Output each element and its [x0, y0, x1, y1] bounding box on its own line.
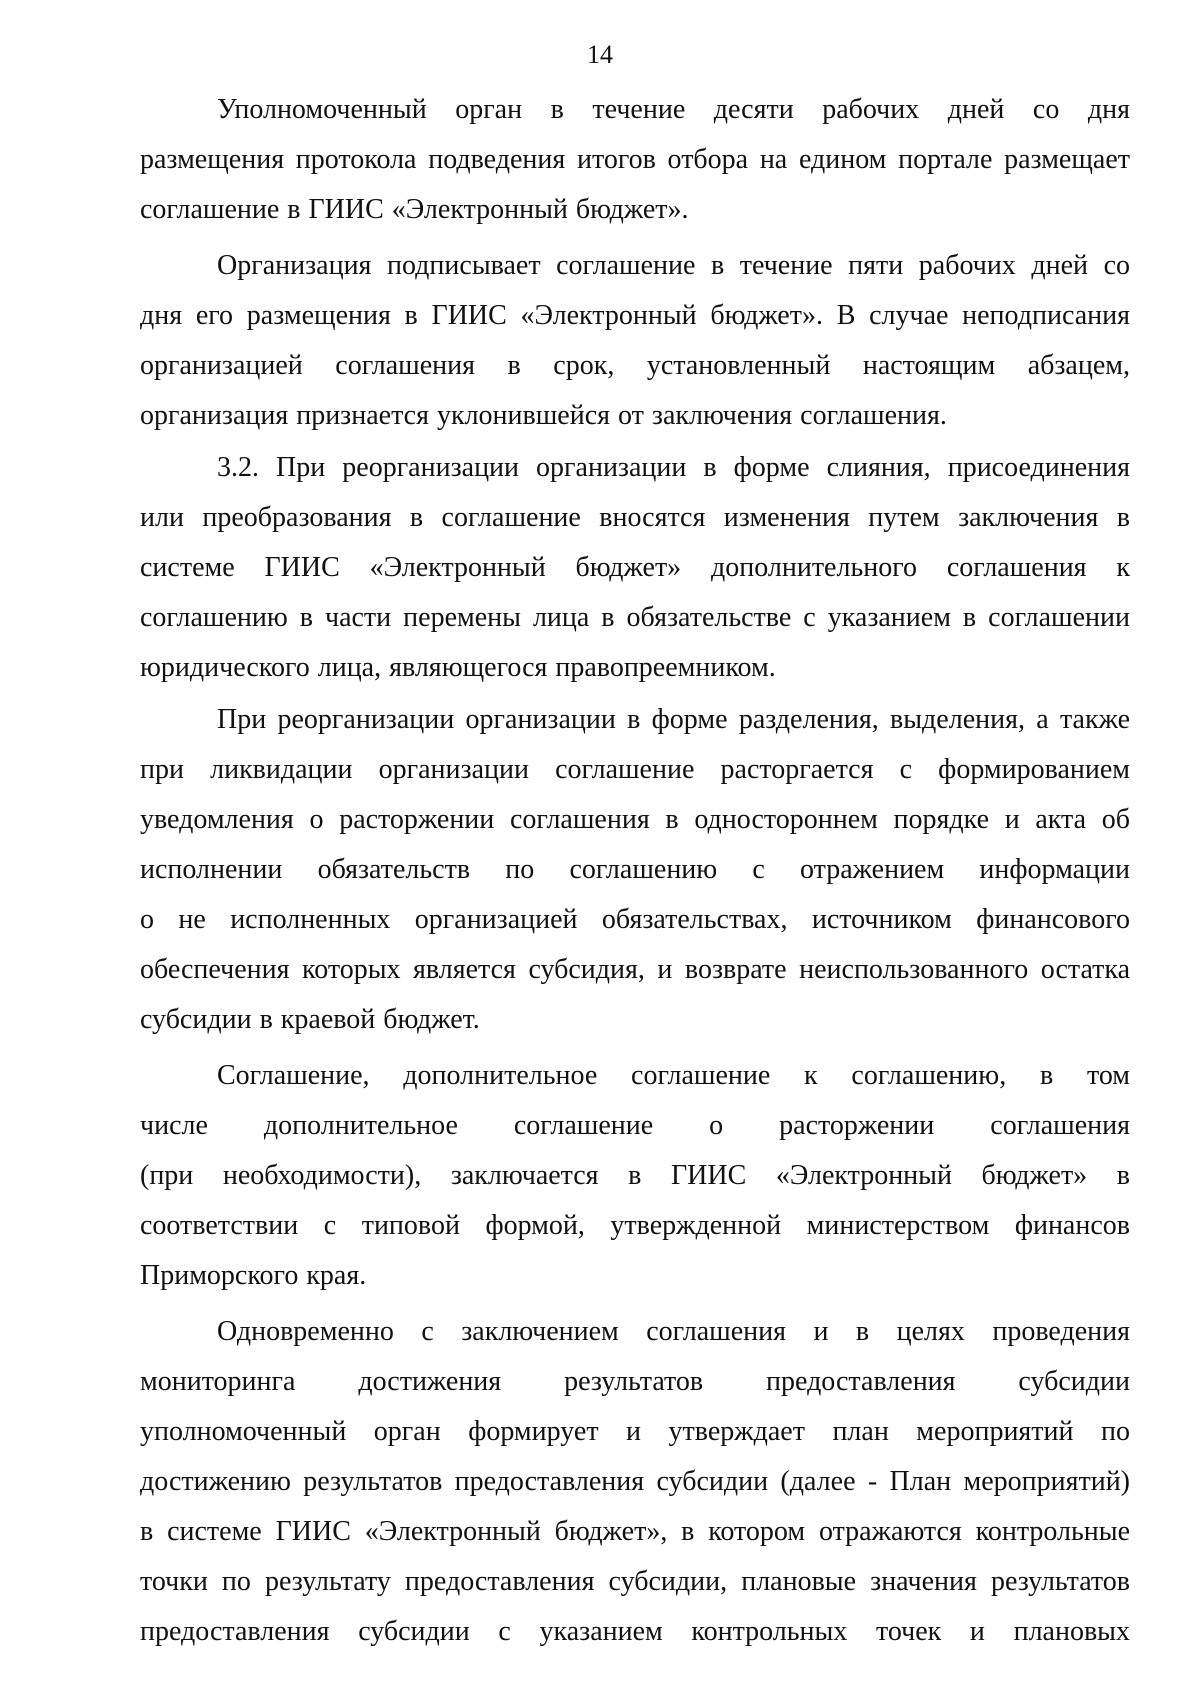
text-line: Одновременно с заключением соглашения и в целях проведения — [217, 1316, 1130, 1347]
text-line: обеспечения которых является субсидия, и возврате неиспользованного остатка — [140, 954, 1130, 985]
text-line: числе дополнительное соглашение о расторжении соглашения — [140, 1110, 1130, 1141]
text-line: исполнении обязательств по соглашению с отражением информации — [140, 854, 1130, 885]
text-line: достижению результатов предоставления субсидии (далее - План мероприятий) — [140, 1466, 1130, 1497]
text-line: организация признается уклонившейся от заключения соглашения. — [140, 400, 947, 431]
text-line: предоставления субсидии с указанием контрольных точек и плановых — [140, 1616, 1130, 1647]
text-line: организацией соглашения в срок, установленный настоящим абзацем, — [140, 350, 1130, 381]
text-line: в системе ГИИС «Электронный бюджет», в котором отражаются контрольные — [140, 1516, 1130, 1547]
text-line: Организация подписывает соглашение в течение пяти рабочих дней со — [217, 250, 1130, 281]
text-line: уполномоченный орган формирует и утверждает план мероприятий по — [140, 1416, 1130, 1447]
text-line: при ликвидации организации соглашение расторгается с формированием — [140, 754, 1130, 785]
text-line: соответствии с типовой формой, утвержденной министерством финансов — [140, 1210, 1130, 1241]
text-line: уведомления о расторжении соглашения в одностороннем порядке и акта об — [140, 804, 1130, 835]
text-line: юридического лица, являющегося правопреемником. — [140, 652, 776, 683]
text-line: (при необходимости), заключается в ГИИС «Электронный бюджет» в — [140, 1160, 1130, 1191]
paragraph-1 — [140, 85, 1130, 235]
text-line: соглашение в ГИИС «Электронный бюджет». — [140, 194, 689, 225]
text-line: размещения протокола подведения итогов отбора на едином портале размещает — [140, 144, 1130, 175]
text-line: 3.2. При реорганизации организации в форме слияния, присоединения — [217, 452, 1130, 483]
paragraph-6 — [140, 1307, 1130, 1657]
text-line: соглашению в части перемены лица в обязательстве с указанием в соглашении — [140, 602, 1130, 633]
text-line: о не исполненных организацией обязательствах, источником финансового — [140, 904, 1130, 935]
text-line: Приморского края. — [140, 1260, 367, 1291]
text-line: Уполномоченный орган в течение десяти рабочих дней со дня — [217, 94, 1130, 125]
text-line: При реорганизации организации в форме разделения, выделения, а также — [217, 704, 1130, 735]
document-body — [140, 85, 1130, 1657]
paragraph-4 — [140, 695, 1130, 1045]
text-line: дня его размещения в ГИИС «Электронный бюджет». В случае неподписания — [140, 300, 1130, 331]
paragraph-3 — [140, 443, 1130, 693]
page-number: 14 — [587, 40, 613, 69]
text-line: точки по результату предоставления субсидии, плановые значения результатов — [140, 1566, 1130, 1597]
text-line: субсидии в краевой бюджет. — [140, 1004, 480, 1035]
text-line: или преобразования в соглашение вносятся изменения путем заключения в — [140, 502, 1130, 533]
text-line: мониторинга достижения результатов предоставления субсидии — [140, 1366, 1130, 1397]
text-line: системе ГИИС «Электронный бюджет» дополнительного соглашения к — [140, 552, 1130, 583]
text-line: Соглашение, дополнительное соглашение к соглашению, в том — [217, 1060, 1130, 1091]
paragraph-5 — [140, 1051, 1130, 1301]
paragraph-2 — [140, 241, 1130, 441]
